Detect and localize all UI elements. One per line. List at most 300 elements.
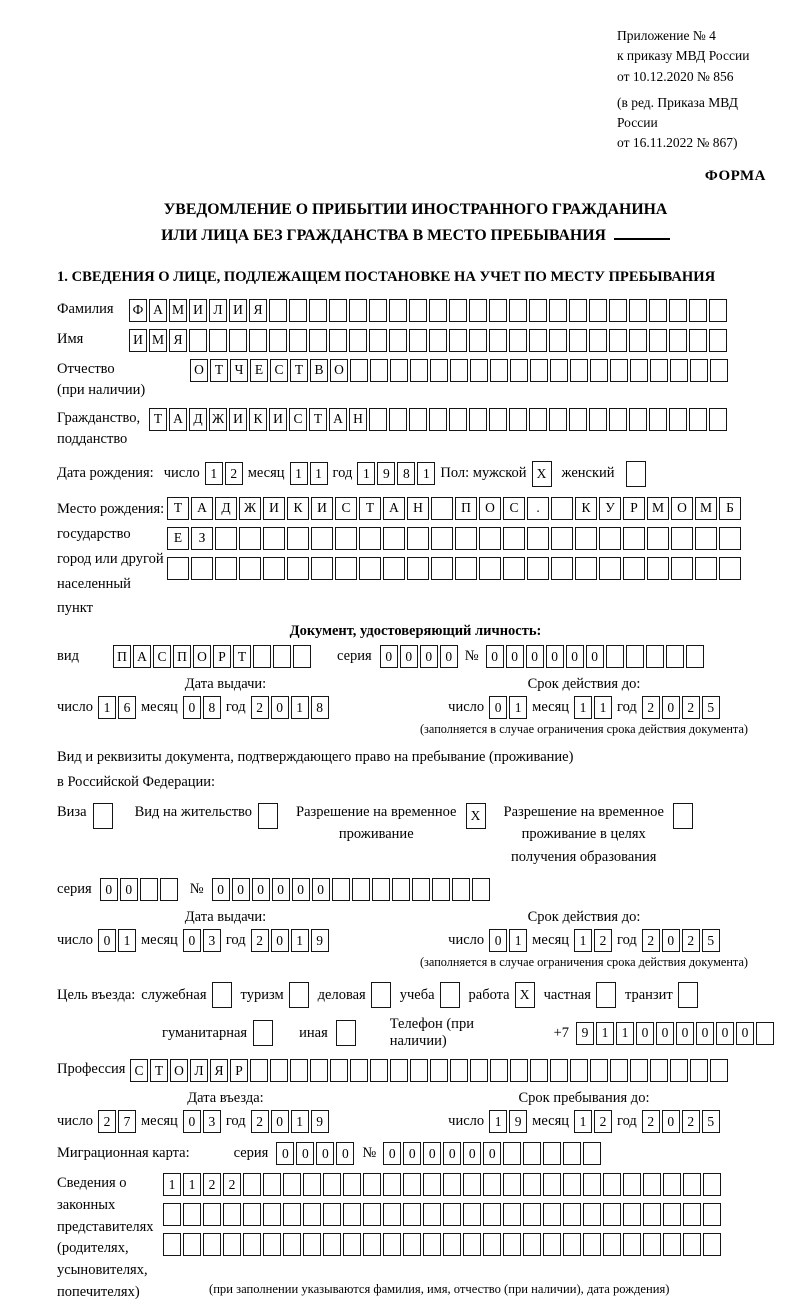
form-cell[interactable]: А (133, 645, 151, 668)
form-cell[interactable]: М (149, 329, 167, 352)
form-cell[interactable] (335, 557, 357, 580)
form-cell[interactable] (709, 299, 727, 322)
form-cell[interactable] (623, 527, 645, 550)
form-cell[interactable]: 2 (682, 1110, 700, 1133)
form-cell[interactable] (603, 1203, 621, 1226)
form-cell[interactable] (589, 299, 607, 322)
form-cell[interactable] (455, 527, 477, 550)
form-cell[interactable] (703, 1173, 721, 1196)
form-cell[interactable] (549, 408, 567, 431)
form-cell[interactable] (359, 527, 381, 550)
form-cell[interactable] (469, 299, 487, 322)
form-cell[interactable]: О (330, 359, 348, 382)
form-cell[interactable] (372, 878, 390, 901)
form-cell[interactable] (469, 408, 487, 431)
form-cell[interactable] (563, 1233, 581, 1256)
form-cell[interactable]: 0 (443, 1142, 461, 1165)
form-cell[interactable]: 1 (291, 929, 309, 952)
form-cell[interactable] (253, 645, 271, 668)
form-cell[interactable] (503, 527, 525, 550)
form-cell[interactable] (263, 1203, 281, 1226)
form-cell[interactable] (626, 461, 646, 487)
form-cell[interactable] (683, 1233, 701, 1256)
form-cell[interactable] (429, 408, 447, 431)
form-cell[interactable]: 0 (716, 1022, 734, 1045)
form-cell[interactable]: К (575, 497, 597, 520)
form-cell[interactable]: К (249, 408, 267, 431)
form-cell[interactable] (389, 408, 407, 431)
form-cell[interactable] (603, 1233, 621, 1256)
form-cell[interactable]: 0 (252, 878, 270, 901)
form-cell[interactable] (343, 1233, 361, 1256)
form-cell[interactable]: 1 (417, 462, 435, 485)
form-cell[interactable]: С (289, 408, 307, 431)
form-cell[interactable] (530, 359, 548, 382)
form-cell[interactable] (332, 878, 350, 901)
form-cell[interactable]: П (113, 645, 131, 668)
form-cell[interactable] (623, 557, 645, 580)
form-cell[interactable]: З (191, 527, 213, 550)
form-cell[interactable] (523, 1233, 541, 1256)
form-cell[interactable] (689, 299, 707, 322)
form-cell[interactable]: 2 (98, 1110, 116, 1133)
form-cell[interactable]: 1 (205, 462, 223, 485)
form-cell[interactable] (203, 1203, 221, 1226)
form-cell[interactable] (303, 1233, 321, 1256)
form-cell[interactable] (575, 527, 597, 550)
form-cell[interactable] (629, 329, 647, 352)
form-cell[interactable] (523, 1142, 541, 1165)
form-cell[interactable]: О (193, 645, 211, 668)
form-cell[interactable] (212, 982, 232, 1008)
form-cell[interactable]: А (169, 408, 187, 431)
form-cell[interactable]: С (270, 359, 288, 382)
form-cell[interactable] (263, 557, 285, 580)
form-cell[interactable]: И (263, 497, 285, 520)
form-cell[interactable] (463, 1233, 481, 1256)
form-cell[interactable] (649, 329, 667, 352)
form-cell[interactable] (343, 1173, 361, 1196)
form-cell[interactable]: О (479, 497, 501, 520)
form-cell[interactable] (443, 1203, 461, 1226)
form-cell[interactable]: 2 (594, 929, 612, 952)
form-cell[interactable]: 9 (311, 1110, 329, 1133)
form-cell[interactable]: 0 (212, 878, 230, 901)
form-cell[interactable] (329, 299, 347, 322)
form-cell[interactable] (223, 1203, 241, 1226)
form-cell[interactable] (409, 329, 427, 352)
form-cell[interactable]: 1 (574, 1110, 592, 1133)
form-cell[interactable] (663, 1173, 681, 1196)
form-cell[interactable] (287, 527, 309, 550)
form-cell[interactable]: 0 (120, 878, 138, 901)
form-cell[interactable] (489, 329, 507, 352)
form-cell[interactable] (409, 408, 427, 431)
form-cell[interactable] (663, 1233, 681, 1256)
form-cell[interactable] (289, 299, 307, 322)
form-cell[interactable] (570, 359, 588, 382)
form-cell[interactable]: А (329, 408, 347, 431)
form-cell[interactable] (263, 1173, 281, 1196)
form-cell[interactable] (289, 982, 309, 1008)
form-cell[interactable]: С (335, 497, 357, 520)
form-cell[interactable] (293, 645, 311, 668)
form-cell[interactable] (610, 359, 628, 382)
form-cell[interactable] (410, 359, 428, 382)
form-cell[interactable]: 1 (594, 696, 612, 719)
form-cell[interactable] (352, 878, 370, 901)
form-cell[interactable] (710, 359, 728, 382)
form-cell[interactable]: 0 (736, 1022, 754, 1045)
form-cell[interactable] (330, 1059, 348, 1082)
form-cell[interactable] (389, 299, 407, 322)
form-cell[interactable] (440, 982, 460, 1008)
form-cell[interactable] (527, 557, 549, 580)
form-cell[interactable] (510, 359, 528, 382)
form-cell[interactable] (569, 299, 587, 322)
form-cell[interactable]: 5 (702, 696, 720, 719)
form-cell[interactable] (189, 329, 207, 352)
form-cell[interactable]: 0 (696, 1022, 714, 1045)
form-cell[interactable] (583, 1203, 601, 1226)
form-cell[interactable]: Я (210, 1059, 228, 1082)
form-cell[interactable]: 1 (291, 696, 309, 719)
form-cell[interactable] (270, 1059, 288, 1082)
form-cell[interactable] (756, 1022, 774, 1045)
form-cell[interactable]: 2 (682, 929, 700, 952)
form-cell[interactable]: О (671, 497, 693, 520)
form-cell[interactable]: 0 (312, 878, 330, 901)
form-cell[interactable] (407, 527, 429, 550)
form-cell[interactable]: 0 (183, 696, 201, 719)
form-cell[interactable] (551, 557, 573, 580)
form-cell[interactable]: И (189, 299, 207, 322)
form-cell[interactable] (509, 408, 527, 431)
form-cell[interactable] (390, 359, 408, 382)
form-cell[interactable] (429, 299, 447, 322)
form-cell[interactable]: Т (233, 645, 251, 668)
form-cell[interactable]: 1 (291, 1110, 309, 1133)
form-cell[interactable] (287, 557, 309, 580)
form-cell[interactable] (670, 359, 688, 382)
form-cell[interactable] (431, 527, 453, 550)
form-cell[interactable]: 0 (271, 1110, 289, 1133)
form-cell[interactable] (423, 1173, 441, 1196)
form-cell[interactable] (529, 299, 547, 322)
form-cell[interactable]: 0 (463, 1142, 481, 1165)
form-cell[interactable] (443, 1173, 461, 1196)
form-cell[interactable] (603, 1173, 621, 1196)
form-cell[interactable] (663, 1203, 681, 1226)
form-cell[interactable] (209, 329, 227, 352)
form-cell[interactable] (383, 1233, 401, 1256)
form-cell[interactable] (503, 557, 525, 580)
form-cell[interactable]: X (515, 982, 535, 1008)
form-cell[interactable]: 8 (203, 696, 221, 719)
form-cell[interactable]: 1 (489, 1110, 507, 1133)
form-cell[interactable] (283, 1173, 301, 1196)
form-cell[interactable] (258, 803, 278, 829)
form-cell[interactable]: И (229, 299, 247, 322)
form-cell[interactable] (403, 1203, 421, 1226)
form-cell[interactable] (431, 497, 453, 520)
form-cell[interactable]: 7 (118, 1110, 136, 1133)
form-cell[interactable]: 0 (403, 1142, 421, 1165)
form-cell[interactable] (643, 1173, 661, 1196)
form-cell[interactable]: 2 (251, 929, 269, 952)
form-cell[interactable] (311, 557, 333, 580)
form-cell[interactable]: 5 (702, 929, 720, 952)
form-cell[interactable]: 0 (271, 929, 289, 952)
form-cell[interactable] (643, 1233, 661, 1256)
form-cell[interactable] (93, 803, 113, 829)
form-cell[interactable] (449, 329, 467, 352)
form-cell[interactable] (570, 1059, 588, 1082)
form-cell[interactable] (626, 645, 644, 668)
form-cell[interactable] (383, 557, 405, 580)
form-cell[interactable] (503, 1173, 521, 1196)
form-cell[interactable] (563, 1173, 581, 1196)
form-cell[interactable]: П (455, 497, 477, 520)
form-cell[interactable] (239, 527, 261, 550)
form-cell[interactable] (452, 878, 470, 901)
form-cell[interactable] (623, 1173, 641, 1196)
form-cell[interactable]: М (695, 497, 717, 520)
form-cell[interactable] (483, 1203, 501, 1226)
form-cell[interactable] (543, 1173, 561, 1196)
form-cell[interactable] (479, 557, 501, 580)
form-cell[interactable] (463, 1203, 481, 1226)
form-cell[interactable]: Р (213, 645, 231, 668)
form-cell[interactable]: Д (215, 497, 237, 520)
form-cell[interactable] (646, 645, 664, 668)
form-cell[interactable]: Я (169, 329, 187, 352)
form-cell[interactable] (583, 1142, 601, 1165)
form-cell[interactable] (689, 329, 707, 352)
form-cell[interactable] (363, 1203, 381, 1226)
form-cell[interactable]: Ж (239, 497, 261, 520)
form-cell[interactable]: 0 (440, 645, 458, 668)
form-cell[interactable]: 0 (98, 929, 116, 952)
form-cell[interactable] (470, 1059, 488, 1082)
form-cell[interactable]: 0 (486, 645, 504, 668)
form-cell[interactable] (509, 299, 527, 322)
form-cell[interactable]: 0 (546, 645, 564, 668)
form-cell[interactable] (710, 1059, 728, 1082)
form-cell[interactable] (527, 527, 549, 550)
form-cell[interactable]: С (503, 497, 525, 520)
form-cell[interactable]: Б (719, 497, 741, 520)
form-cell[interactable]: 2 (682, 696, 700, 719)
form-cell[interactable]: Ф (129, 299, 147, 322)
form-cell[interactable] (423, 1203, 441, 1226)
form-cell[interactable]: С (130, 1059, 148, 1082)
form-cell[interactable] (596, 982, 616, 1008)
form-cell[interactable] (583, 1173, 601, 1196)
form-cell[interactable]: 1 (509, 696, 527, 719)
form-cell[interactable]: И (129, 329, 147, 352)
form-cell[interactable]: 2 (251, 1110, 269, 1133)
form-cell[interactable] (530, 1059, 548, 1082)
form-cell[interactable]: 0 (506, 645, 524, 668)
form-cell[interactable]: Н (407, 497, 429, 520)
form-cell[interactable] (450, 1059, 468, 1082)
form-cell[interactable] (483, 1173, 501, 1196)
form-cell[interactable] (529, 329, 547, 352)
form-cell[interactable]: 3 (203, 1110, 221, 1133)
form-cell[interactable]: Т (359, 497, 381, 520)
form-cell[interactable]: Н (349, 408, 367, 431)
form-cell[interactable]: Е (250, 359, 268, 382)
form-cell[interactable]: X (466, 803, 486, 829)
form-cell[interactable] (599, 527, 621, 550)
form-cell[interactable] (349, 329, 367, 352)
form-cell[interactable]: 1 (163, 1173, 181, 1196)
form-cell[interactable]: Т (309, 408, 327, 431)
form-cell[interactable]: 9 (311, 929, 329, 952)
form-cell[interactable] (543, 1203, 561, 1226)
form-cell[interactable]: 2 (642, 696, 660, 719)
form-cell[interactable] (569, 408, 587, 431)
form-cell[interactable]: 1 (357, 462, 375, 485)
form-cell[interactable]: 3 (203, 929, 221, 952)
form-cell[interactable] (551, 497, 573, 520)
form-cell[interactable] (263, 527, 285, 550)
form-cell[interactable]: 0 (423, 1142, 441, 1165)
form-cell[interactable] (550, 359, 568, 382)
form-cell[interactable] (669, 329, 687, 352)
form-cell[interactable]: И (311, 497, 333, 520)
form-cell[interactable] (243, 1203, 261, 1226)
form-cell[interactable]: 0 (100, 878, 118, 901)
form-cell[interactable] (163, 1203, 181, 1226)
form-cell[interactable] (550, 1059, 568, 1082)
form-cell[interactable] (503, 1233, 521, 1256)
form-cell[interactable] (589, 408, 607, 431)
form-cell[interactable]: 0 (336, 1142, 354, 1165)
form-cell[interactable] (709, 408, 727, 431)
form-cell[interactable] (647, 557, 669, 580)
form-cell[interactable] (623, 1233, 641, 1256)
form-cell[interactable] (403, 1173, 421, 1196)
form-cell[interactable]: 0 (489, 696, 507, 719)
form-cell[interactable]: Я (249, 299, 267, 322)
form-cell[interactable] (479, 527, 501, 550)
form-cell[interactable]: 2 (225, 462, 243, 485)
form-cell[interactable] (191, 557, 213, 580)
form-cell[interactable]: 2 (203, 1173, 221, 1196)
form-cell[interactable] (336, 1020, 356, 1046)
form-cell[interactable]: 6 (118, 696, 136, 719)
form-cell[interactable]: 0 (383, 1142, 401, 1165)
form-cell[interactable] (449, 408, 467, 431)
form-cell[interactable]: Л (190, 1059, 208, 1082)
form-cell[interactable] (283, 1233, 301, 1256)
form-cell[interactable] (490, 1059, 508, 1082)
form-cell[interactable] (606, 645, 624, 668)
form-cell[interactable] (431, 557, 453, 580)
form-cell[interactable]: Т (149, 408, 167, 431)
form-cell[interactable] (589, 329, 607, 352)
form-cell[interactable] (370, 359, 388, 382)
form-cell[interactable] (523, 1173, 541, 1196)
form-cell[interactable] (410, 1059, 428, 1082)
form-cell[interactable]: 9 (509, 1110, 527, 1133)
form-cell[interactable]: 0 (566, 645, 584, 668)
form-cell[interactable]: 8 (311, 696, 329, 719)
form-cell[interactable]: 0 (483, 1142, 501, 1165)
form-cell[interactable]: 8 (397, 462, 415, 485)
form-cell[interactable] (695, 557, 717, 580)
form-cell[interactable] (719, 527, 741, 550)
form-cell[interactable] (389, 329, 407, 352)
form-cell[interactable]: И (269, 408, 287, 431)
form-cell[interactable] (503, 1142, 521, 1165)
form-cell[interactable] (689, 408, 707, 431)
form-cell[interactable] (703, 1203, 721, 1226)
form-cell[interactable]: Т (150, 1059, 168, 1082)
form-cell[interactable]: 2 (642, 1110, 660, 1133)
form-cell[interactable] (289, 329, 307, 352)
form-cell[interactable] (455, 557, 477, 580)
form-cell[interactable] (239, 557, 261, 580)
form-cell[interactable] (563, 1142, 581, 1165)
form-cell[interactable] (309, 329, 327, 352)
form-cell[interactable] (335, 527, 357, 550)
form-cell[interactable]: X (532, 461, 552, 487)
form-cell[interactable] (669, 299, 687, 322)
form-cell[interactable] (590, 359, 608, 382)
form-cell[interactable] (243, 1233, 261, 1256)
form-cell[interactable] (323, 1173, 341, 1196)
form-cell[interactable] (160, 878, 178, 901)
form-cell[interactable]: 1 (574, 696, 592, 719)
form-cell[interactable] (523, 1203, 541, 1226)
form-cell[interactable]: А (191, 497, 213, 520)
form-cell[interactable] (449, 299, 467, 322)
form-cell[interactable] (463, 1173, 481, 1196)
form-cell[interactable]: 9 (377, 462, 395, 485)
form-cell[interactable]: 0 (400, 645, 418, 668)
form-cell[interactable] (503, 1203, 521, 1226)
form-cell[interactable] (673, 803, 693, 829)
form-cell[interactable]: 1 (310, 462, 328, 485)
form-cell[interactable]: Д (189, 408, 207, 431)
form-cell[interactable] (343, 1203, 361, 1226)
form-cell[interactable] (363, 1233, 381, 1256)
form-cell[interactable]: 0 (296, 1142, 314, 1165)
form-cell[interactable] (671, 557, 693, 580)
form-cell[interactable]: 0 (636, 1022, 654, 1045)
form-cell[interactable] (223, 1233, 241, 1256)
form-cell[interactable] (650, 1059, 668, 1082)
form-cell[interactable] (583, 1233, 601, 1256)
form-cell[interactable]: 0 (272, 878, 290, 901)
form-cell[interactable]: 0 (420, 645, 438, 668)
form-cell[interactable]: 1 (183, 1173, 201, 1196)
form-cell[interactable] (671, 527, 693, 550)
form-cell[interactable] (629, 299, 647, 322)
form-cell[interactable] (349, 299, 367, 322)
form-cell[interactable]: 0 (662, 696, 680, 719)
form-cell[interactable] (690, 1059, 708, 1082)
form-cell[interactable] (290, 1059, 308, 1082)
form-cell[interactable] (630, 359, 648, 382)
form-cell[interactable]: Е (167, 527, 189, 550)
form-cell[interactable] (323, 1233, 341, 1256)
form-cell[interactable] (609, 408, 627, 431)
form-cell[interactable]: Т (167, 497, 189, 520)
